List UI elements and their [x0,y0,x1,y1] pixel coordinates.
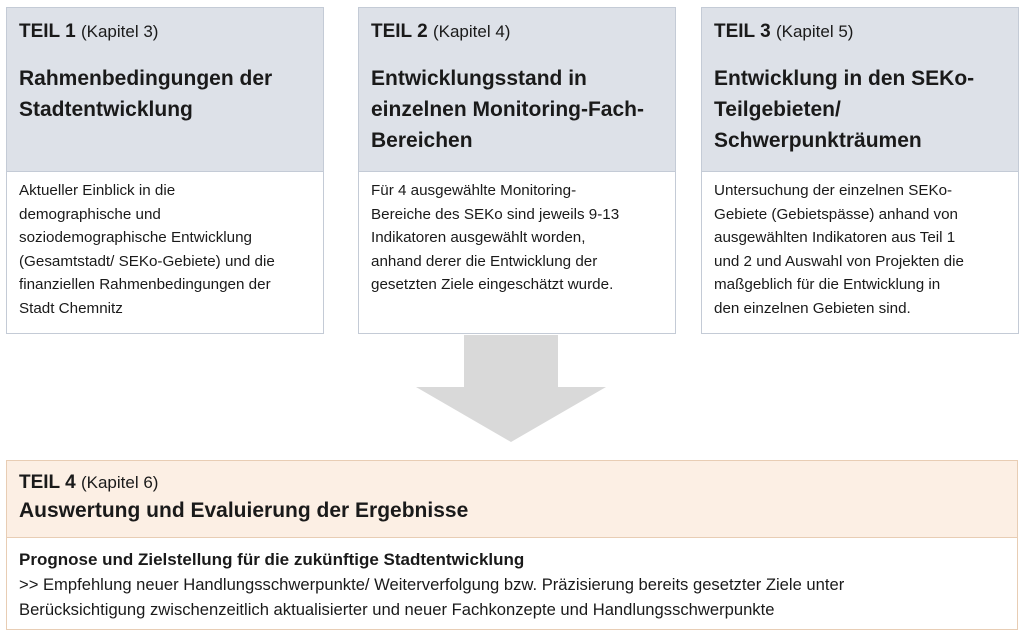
part-4-subtitle: Prognose und Zielstellung für die zukünftige Stadtentwicklung [19,550,525,569]
part-1-title: Rahmenbedingungen der Stadtentwicklung [19,67,273,121]
part-3-title: Entwicklung in den SEKo- Teilgebieten/ Schwerpunkträumen [714,67,975,152]
part-1-label: TEIL 1 [19,21,76,42]
part-2-label: TEIL 2 [371,21,428,42]
part-4-label: TEIL 4 [19,472,76,493]
part-1-description: Aktueller Einblick in die demographische und soziodemographische Entwicklung (Gesamtstadt/ SEKo-Gebiete) und die finanziellen Rahmenbedingungen der Stadt Chemnitz [19,182,275,317]
part-1-chapter: (Kapitel 3) [80,22,159,41]
part-3-chapter: (Kapitel 5) [775,22,854,41]
part-3-description: Untersuchung der einzelnen SEKo- Gebiete (Gebietspässe) anhand von ausgewählten Indikatoren aus Teil 1 und 2 und Auswahl von Projekten die maßgeblich für die Entwicklung in den einzelnen Gebieten sind. [714,182,964,317]
part-2-title: Entwicklungsstand in einzelnen Monitoring-Fach- Bereichen [371,67,644,152]
part-4-body-line: >> Empfehlung neuer Handlungsschwerpunkte/ Weiterverfolgung bzw. Präzisierung bereits gesetzter Ziele unter [19,575,845,594]
part-3-label: TEIL 3 [714,21,771,42]
down-arrow-shape [416,335,606,442]
part-4-body-line: Berücksichtigung zwischenzeitlich aktualisierter und neuer Fachkonzepte und Handlungsschwerpunkte [19,600,775,619]
part-4-description [7,538,1017,622]
part-2-description: Für 4 ausgewählte Monitoring- Bereiche des SEKo sind jeweils 9-13 Indikatoren ausgewählt worden, anhand derer die Entwicklung der gesetzten Ziele eingeschätzt wurde. [371,182,620,294]
part-4-chapter: (Kapitel 6) [80,473,159,492]
part-4-box [6,460,1018,630]
part-4-title: Auswertung und Evaluierung der Ergebnisse [19,499,469,522]
part-2-chapter: (Kapitel 4) [432,22,511,41]
part-4-header [7,461,1017,538]
